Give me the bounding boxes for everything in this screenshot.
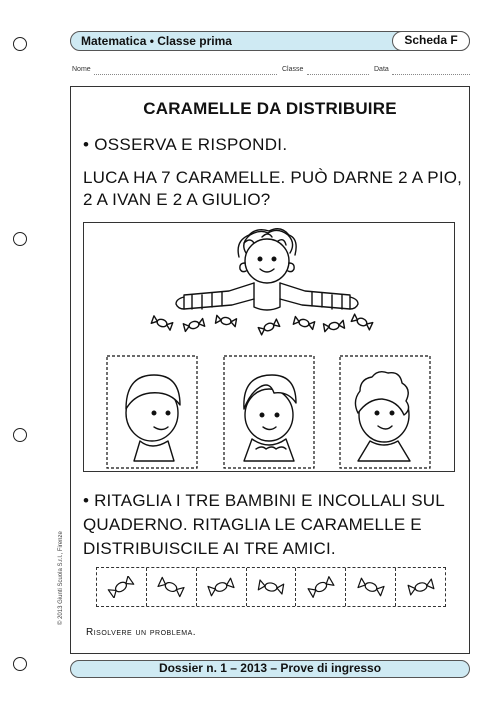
illustration-frame [83,222,455,472]
wrapped-candy-icon [406,576,436,598]
binder-hole [13,37,27,51]
friend-2 [244,375,296,461]
wrapped-candy-icon [156,576,186,598]
exercise-2-instruction: • RITAGLIA I TRE BAMBINI E INCOLLALI SUL QUADERNO. RITAGLIA LE CARAMELLE E DISTRIBUISCILE AI TRE AMICI. [83,491,445,558]
candy-cutout-cell [396,568,445,606]
friend-3 [355,372,410,461]
class-field[interactable] [307,74,369,75]
candy-cutout-cell [147,568,197,606]
student-fields [72,66,470,78]
candy-cutout-cell [296,568,346,606]
candy-row [151,314,373,335]
children-illustration [84,223,454,471]
worksheet-title: CARAMELLE DA DISTRIBUIRE [143,99,397,118]
header-bar [70,31,470,51]
candy-cutout-cell [97,568,147,606]
name-label: Nome [72,66,91,73]
binder-hole [13,428,27,442]
footer-bar: Dossier n. 1 – 2013 – Prove di ingresso [70,660,470,678]
exercise-1-instruction: • OSSERVA E RISPONDI. [83,135,288,154]
sheet-label: Scheda F [392,31,470,51]
subject-label: Matematica • Classe prima [81,34,232,48]
copyright-note: © 2013 Giunti Scuola S.r.l., Firenze [58,531,64,625]
wrapped-candy-icon [206,576,236,598]
candy-cutout-strip [96,567,446,607]
date-field[interactable] [392,74,470,75]
binder-hole [13,232,27,246]
luca-figure [176,229,358,310]
wrapped-candy-icon [106,576,136,598]
wrapped-candy-icon [356,576,386,598]
problem-question: LUCA HA 7 CARAMELLE. PUÒ DARNE 2 A PIO, 2 A IVAN E 2 A GIULIO? [83,168,463,209]
friend-1 [126,375,180,461]
learning-objective: Risolvere un problema. [86,627,197,638]
candy-cutout-cell [247,568,297,606]
candy-cutout-cell [197,568,247,606]
class-label: Classe [282,66,304,73]
worksheet-card [70,86,470,654]
date-label: Data [374,66,389,73]
wrapped-candy-icon [306,576,336,598]
candy-cutout-cell [346,568,396,606]
name-field[interactable] [94,74,277,75]
binder-hole [13,657,27,671]
wrapped-candy-icon [256,576,286,598]
